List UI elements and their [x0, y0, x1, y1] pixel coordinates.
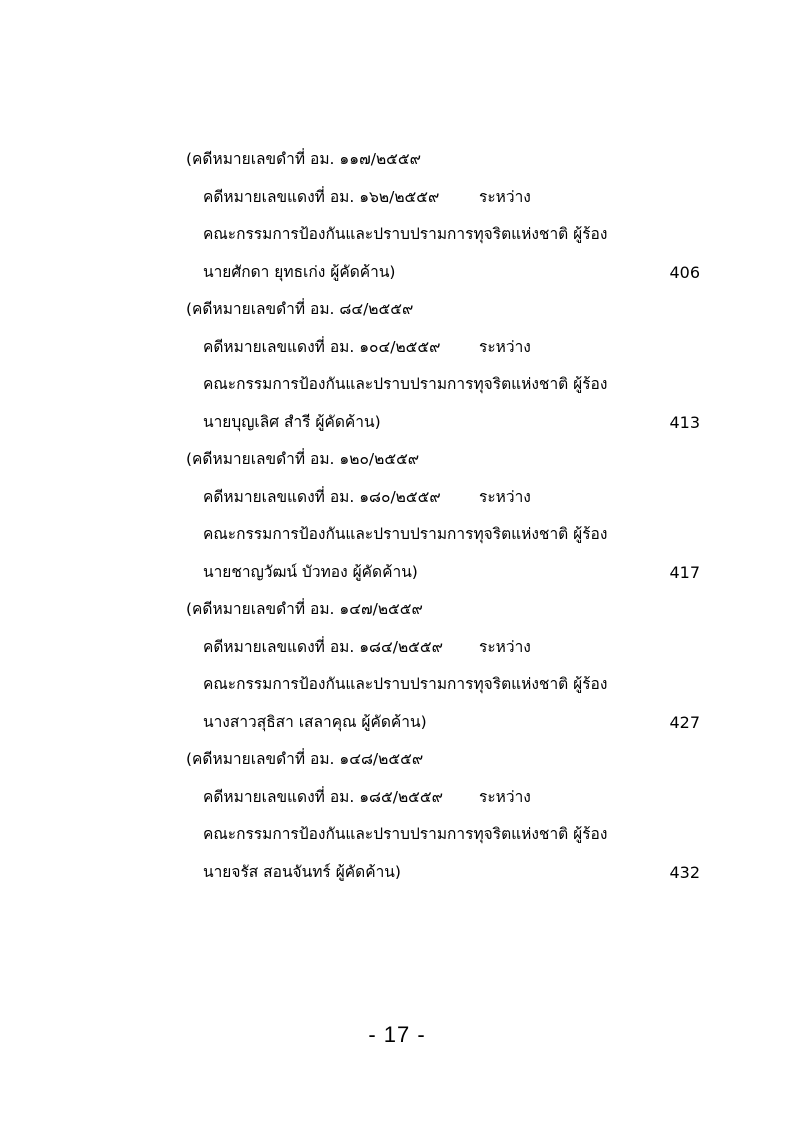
respondent-name: นายศักดา ยุทธเก่ง ผู้คัดค้าน) [203, 262, 396, 281]
red-case-line [186, 479, 700, 517]
case-entry-4 [186, 591, 700, 741]
petitioner-line: คณะกรรมการป้องกันและปราบปรามการทุจริตแห่งชาติ ผู้ร้อง [203, 225, 608, 243]
case-entry-5 [186, 741, 700, 891]
black-case-number: (คดีหมายเลขดำที่ อม. ๑๒๐/๒๕๕๙ [186, 450, 420, 468]
red-case-number: คดีหมายเลขแดงที่ อม. ๑๐๔/๒๕๕๙ [203, 337, 441, 356]
between-label: ระหว่าง [479, 187, 531, 206]
red-case-number: คดีหมายเลขแดงที่ อม. ๑๘๔/๒๕๕๙ [203, 637, 443, 656]
black-case-number: (คดีหมายเลขดำที่ อม. ๘๔/๒๕๕๙ [186, 300, 414, 318]
case-index-list [186, 141, 700, 891]
case-entry-3 [186, 441, 700, 591]
page-number-footer: - 17 - [368, 1022, 426, 1047]
respondent-line [186, 554, 700, 592]
petitioner-line: คณะกรรมการป้องกันและปราบปรามการทุจริตแห่งชาติ ผู้ร้อง [203, 825, 608, 843]
petitioner-line: คณะกรรมการป้องกันและปราบปรามการทุจริตแห่งชาติ ผู้ร้อง [203, 375, 608, 393]
case-entry-2 [186, 291, 700, 441]
between-label: ระหว่าง [479, 637, 531, 656]
red-case-line [186, 329, 700, 367]
black-case-number: (คดีหมายเลขดำที่ อม. ๑๔๘/๒๕๕๙ [186, 750, 424, 768]
red-case-number: คดีหมายเลขแดงที่ อม. ๑๖๒/๒๕๕๙ [203, 187, 440, 206]
case-entry-1 [186, 141, 700, 291]
respondent-line [186, 704, 700, 742]
respondent-line [186, 254, 700, 292]
respondent-line [186, 854, 700, 892]
between-label: ระหว่าง [479, 337, 531, 356]
red-case-number: คดีหมายเลขแดงที่ อม. ๑๘๕/๒๕๕๙ [203, 787, 443, 806]
page-reference: 413 [669, 412, 700, 432]
page-reference: 432 [669, 862, 700, 882]
respondent-name: นางสาวสุธิสา เสลาคุณ ผู้คัดค้าน) [203, 712, 427, 731]
petitioner-line: คณะกรรมการป้องกันและปราบปรามการทุจริตแห่งชาติ ผู้ร้อง [203, 675, 608, 693]
black-case-number: (คดีหมายเลขดำที่ อม. ๑๑๗/๒๕๕๙ [186, 150, 421, 168]
petitioner-line: คณะกรรมการป้องกันและปราบปรามการทุจริตแห่งชาติ ผู้ร้อง [203, 525, 608, 543]
black-case-number: (คดีหมายเลขดำที่ อม. ๑๔๗/๒๕๕๙ [186, 600, 423, 618]
page-reference: 417 [669, 562, 700, 582]
page-reference: 427 [669, 712, 700, 732]
between-label: ระหว่าง [479, 787, 531, 806]
red-case-line [186, 629, 700, 667]
red-case-number: คดีหมายเลขแดงที่ อม. ๑๘๐/๒๕๕๙ [203, 487, 441, 506]
between-label: ระหว่าง [479, 487, 531, 506]
respondent-name: นายบุญเลิศ สำรี ผู้คัดค้าน) [203, 412, 381, 431]
red-case-line [186, 779, 700, 817]
red-case-line [186, 179, 700, 217]
page-reference: 406 [669, 262, 700, 282]
respondent-line [186, 404, 700, 442]
respondent-name: นายชาญวัฒน์ บัวทอง ผู้คัดค้าน) [203, 562, 418, 581]
respondent-name: นายจรัส สอนจันทร์ ผู้คัดค้าน) [203, 862, 401, 881]
